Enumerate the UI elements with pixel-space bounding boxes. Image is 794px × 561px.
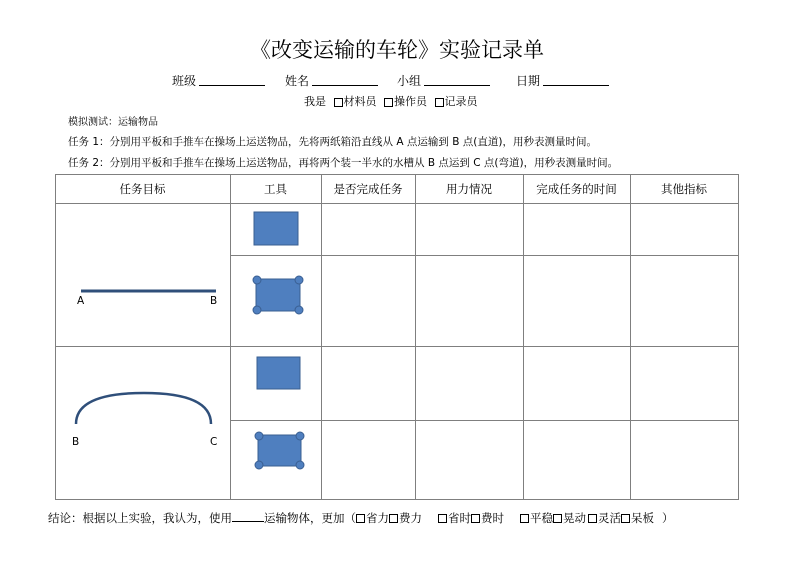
cart-shape-1 xyxy=(253,276,303,314)
cell-r1a-completed[interactable] xyxy=(322,204,415,255)
section-heading: 模拟测试：运输物品 xyxy=(68,117,158,128)
label-rigid: 呆板 xyxy=(631,511,654,525)
class-label: 班级 xyxy=(172,74,197,88)
conclusion xyxy=(48,510,674,526)
flat-board-shape-2 xyxy=(257,357,300,389)
checkbox-stable[interactable] xyxy=(520,514,529,523)
checkbox-rigid[interactable] xyxy=(621,514,630,523)
page-title: 《改变运输的车轮》实验记录单 xyxy=(250,38,544,62)
role-recorder-label: 记录员 xyxy=(444,95,478,108)
label-stable: 平稳 xyxy=(530,511,553,525)
role-materials-label: 材料员 xyxy=(343,95,377,108)
label-flexible: 灵活 xyxy=(598,511,621,525)
checkbox-cost-time[interactable] xyxy=(471,514,480,523)
cell-r1a-effort[interactable] xyxy=(416,204,523,255)
point-label-a: A xyxy=(77,295,85,307)
cell-r1a-time[interactable] xyxy=(524,204,630,255)
conclusion-prefix: 结论：根据以上实验，我认为，使用 xyxy=(48,511,232,525)
conclusion-tool-blank[interactable] xyxy=(232,510,264,522)
header-time: 完成任务的时间 xyxy=(536,182,617,196)
label-cost-time: 费时 xyxy=(481,511,504,525)
role-operator-label: 操作员 xyxy=(394,95,427,108)
header-completed: 是否完成任务 xyxy=(333,182,403,196)
point-label-c: C xyxy=(210,436,218,448)
header-effort: 用力情况 xyxy=(446,182,492,196)
header-task-goal: 任务目标 xyxy=(119,182,166,196)
group-label: 小组 xyxy=(397,74,422,88)
checkbox-shaky[interactable] xyxy=(553,514,562,523)
checkbox-save-time[interactable] xyxy=(438,514,447,523)
name-label: 姓名 xyxy=(285,74,310,88)
point-label-b-row1: B xyxy=(210,295,218,307)
conclusion-middle: 运输物体，更加（ xyxy=(264,511,356,525)
label-save-time: 省时 xyxy=(448,511,471,525)
task-2-text: 任务 2：分别用平板和手推车在操场上运送物品，再将两个装一半水的水槽从 B 点运到 C 点(弯道)，用秒表测量时间。 xyxy=(68,157,619,169)
point-label-b-row2: B xyxy=(72,436,80,448)
role-prefix: 我是 xyxy=(304,95,326,108)
conclusion-suffix: ） xyxy=(662,511,674,525)
checkbox-save-effort[interactable] xyxy=(356,514,365,523)
header-tool: 工具 xyxy=(264,182,287,196)
curved-path-arc xyxy=(76,393,211,424)
flat-board-shape-1 xyxy=(254,212,298,245)
checkbox-cost-effort[interactable] xyxy=(389,514,398,523)
cart-shape-2 xyxy=(255,432,304,469)
cell-r1a-other[interactable] xyxy=(631,204,738,255)
label-shaky: 晃动 xyxy=(563,511,586,525)
header-other: 其他指标 xyxy=(661,182,707,196)
checkbox-flexible[interactable] xyxy=(588,514,597,523)
label-save-effort: 省力 xyxy=(366,511,389,525)
task-1-text: 任务 1：分别用平板和手推车在操场上运送物品，先将两纸箱沿直线从 A 点运输到 B 点(直道)，用秒表测量时间。 xyxy=(68,136,597,148)
label-cost-effort: 费力 xyxy=(399,511,422,525)
date-label: 日期 xyxy=(516,74,541,88)
